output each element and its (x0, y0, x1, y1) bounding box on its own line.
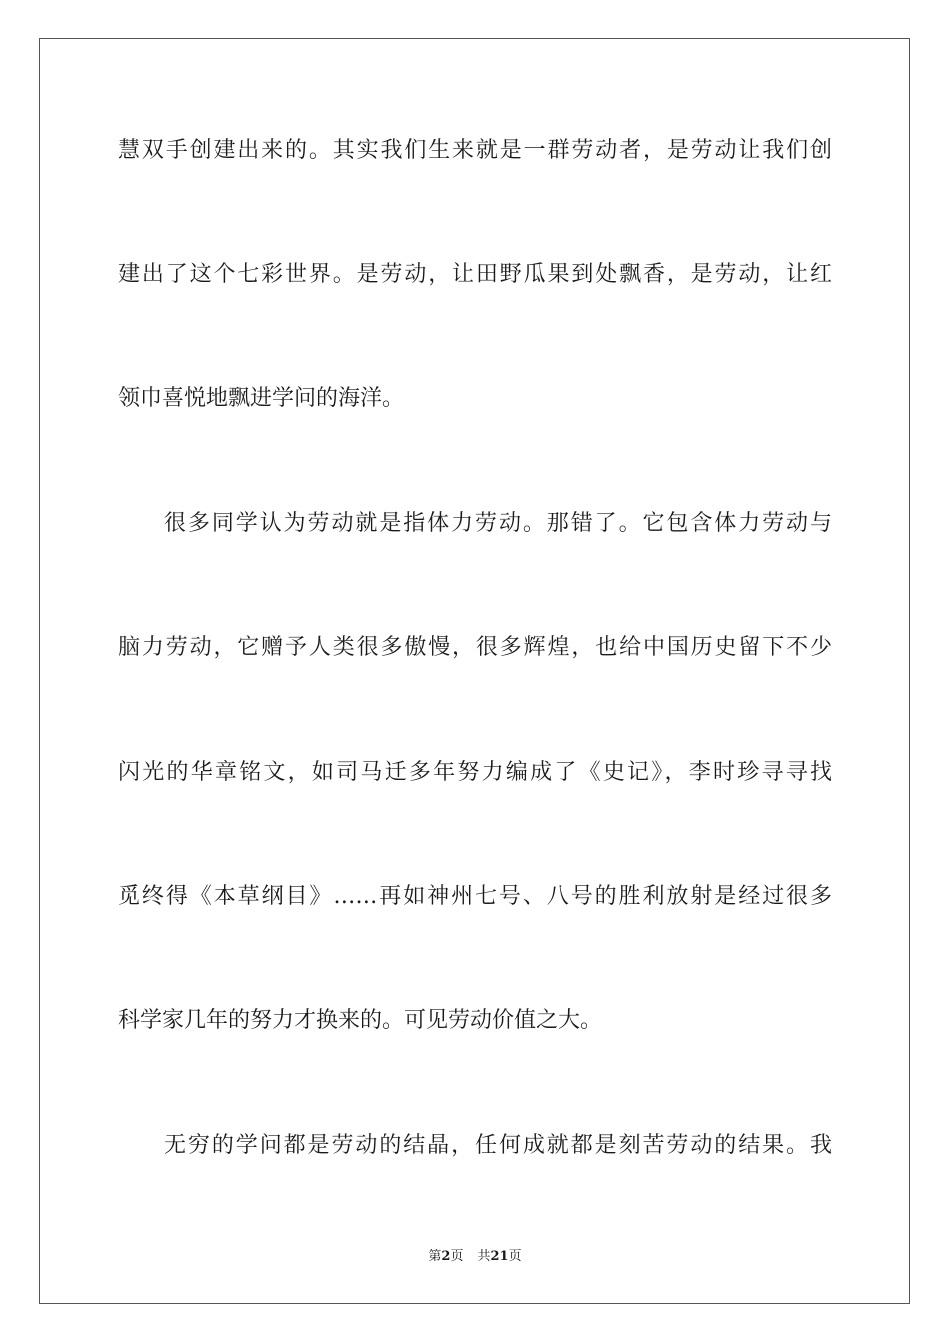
page-border (39, 38, 910, 1304)
page-footer (0, 1248, 950, 1266)
text-line: 慧双手创建出来的。其实我们生来就是一群劳动者，是劳动让我们创 (118, 138, 832, 163)
page-label-suffix: 页 (450, 1249, 464, 1264)
text-line: 科学家几年的努力才换来的。可见劳动价值之大。 (118, 1008, 603, 1033)
page-label-prefix: 第 (428, 1249, 442, 1264)
text-line: 觅终得《本草纲目》……再如神州七号、八号的胜利放射是经过很多 (118, 884, 832, 909)
text-line: 领巾喜悦地飘进学问的海洋。 (118, 386, 405, 411)
paragraph-start-line: 无穷的学问都是劳动的结晶，任何成就都是刻苦劳动的结果。我 (164, 1133, 832, 1158)
page-number: 2 (441, 1249, 451, 1264)
text-line: 建出了这个七彩世界。是劳动，让田野瓜果到处飘香，是劳动，让红 (118, 262, 832, 287)
total-pages: 21 (490, 1249, 509, 1264)
paragraph-start-line: 很多同学认为劳动就是指体力劳动。那错了。它包含体力劳动与 (164, 511, 832, 536)
total-label-suffix: 页 (508, 1249, 522, 1264)
total-label-prefix: 共 (477, 1249, 491, 1264)
text-line: 闪光的华章铭文，如司马迁多年努力编成了《史记》，李时珍寻寻找 (118, 760, 832, 785)
text-line: 脑力劳动，它赠予人类很多傲慢，很多辉煌，也给中国历史留下不少 (118, 635, 832, 660)
